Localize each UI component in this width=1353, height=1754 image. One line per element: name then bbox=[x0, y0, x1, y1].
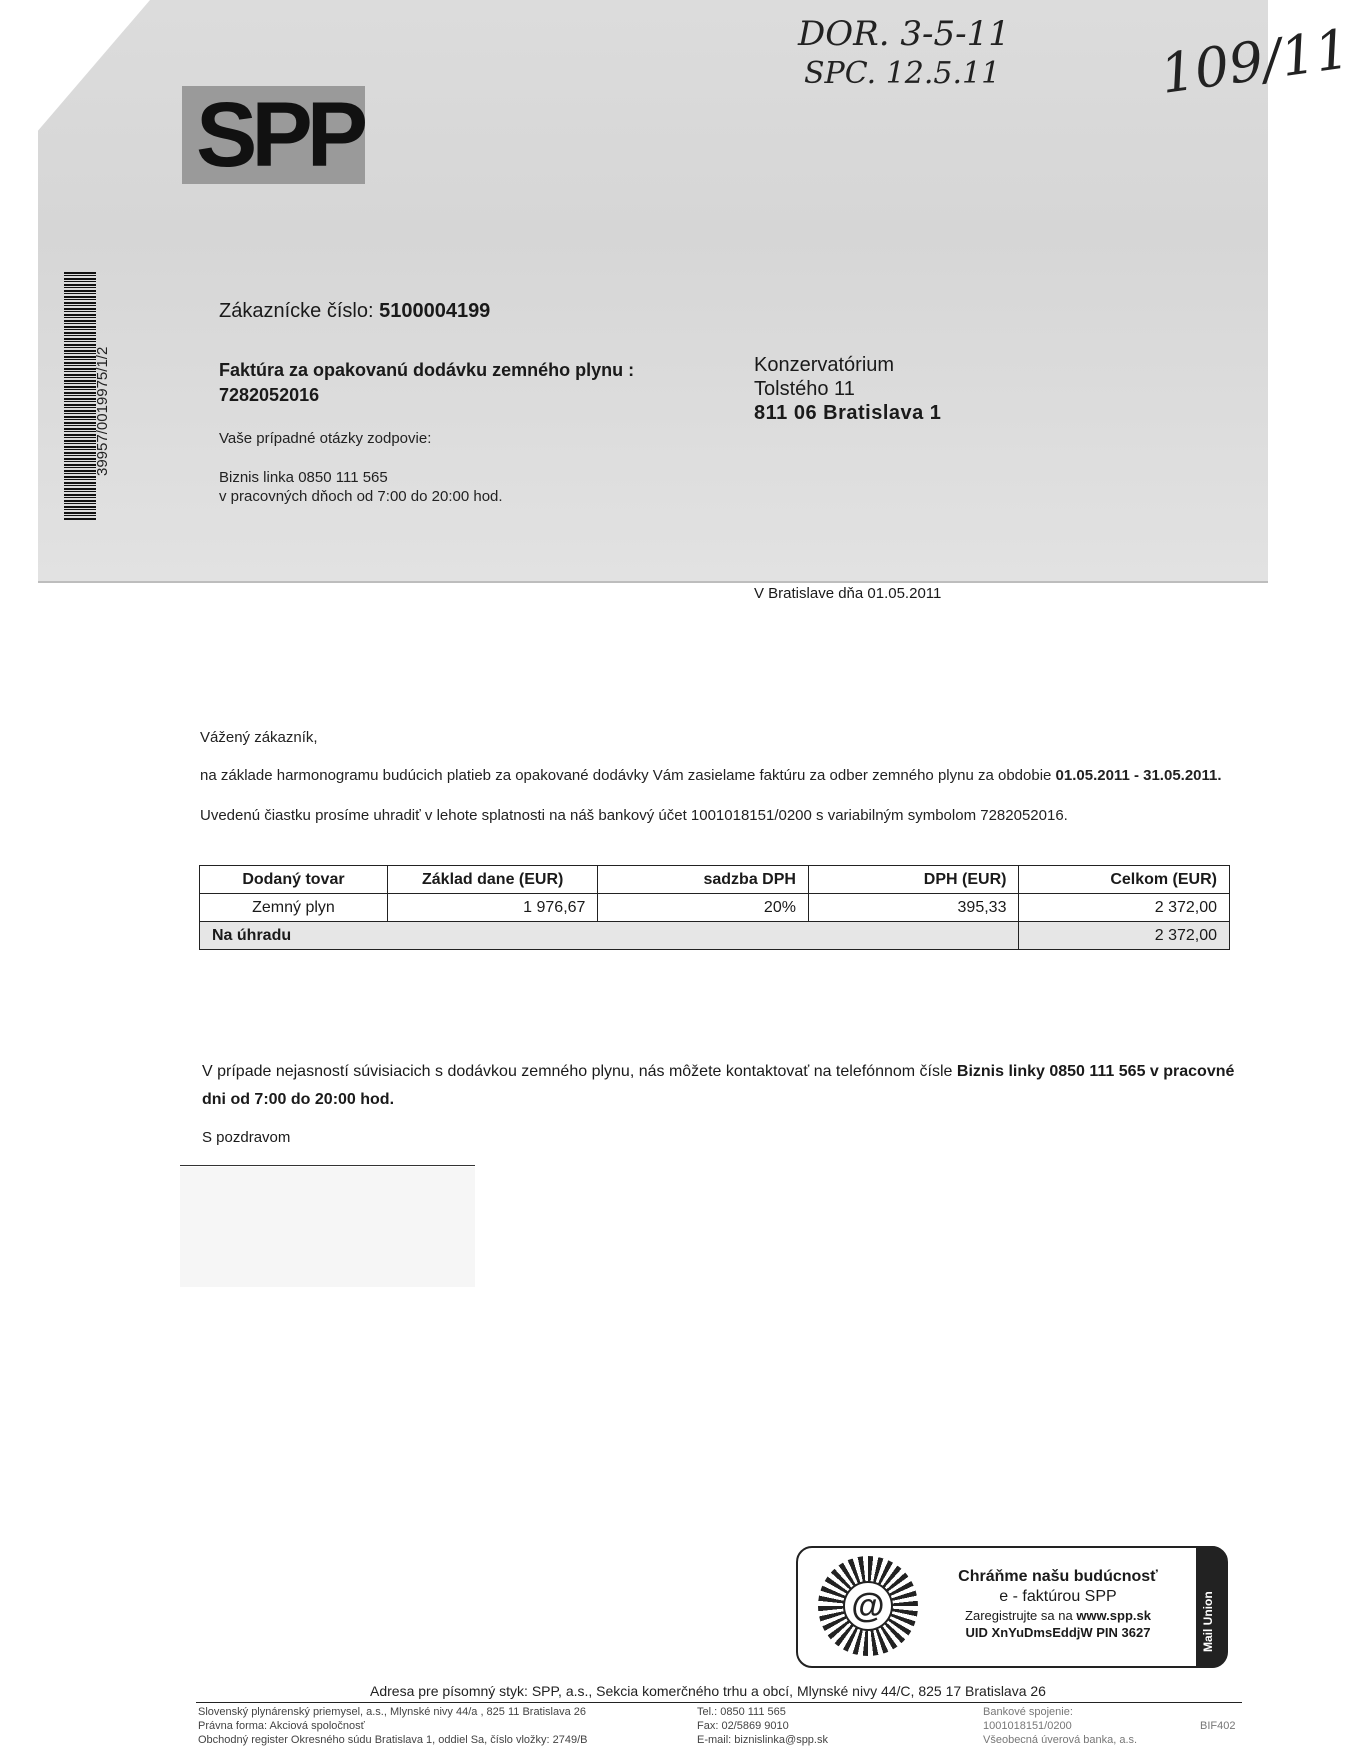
contact-paragraph bbox=[202, 1058, 1242, 1114]
invoice-table bbox=[199, 865, 1230, 950]
table-row bbox=[200, 894, 1230, 922]
invoice-title bbox=[219, 358, 679, 408]
contact-text: V prípade nejasností súvisiacich s dodávkou zemného plynu, nás môžete kontaktovať na telefónnom čísle bbox=[202, 1063, 957, 1080]
table-header-cell: Dodaný tovar bbox=[200, 866, 388, 894]
promo-register bbox=[935, 1608, 1181, 1623]
footer-email: E-mail: biznislinka@spp.sk bbox=[697, 1734, 828, 1746]
promo-uid-pin: UID XnYuDmsEddjW PIN 3627 bbox=[965, 1625, 1151, 1640]
footer-bank-name: Všeobecná úverová banka, a.s. bbox=[983, 1734, 1138, 1746]
handwritten-document-number: 109/11 bbox=[1156, 17, 1353, 106]
promo-register-link[interactable]: www.spp.sk bbox=[1076, 1608, 1151, 1623]
promo-title: Chráňme našu budúcnosť bbox=[958, 1568, 1158, 1585]
barcode-number: 39957/0019975/1/2 bbox=[94, 346, 111, 476]
footer-bank-account: 1001018151/0200 bbox=[983, 1720, 1072, 1732]
questions-label: Vaše prípadné otázky zodpovie: bbox=[219, 430, 432, 447]
table-cell: 2 372,00 bbox=[1019, 894, 1230, 922]
fold-line bbox=[38, 581, 1268, 583]
footer-legal-form: Právna forma: Akciová spoločnosť bbox=[198, 1720, 365, 1732]
table-header-cell: Základ dane (EUR) bbox=[387, 866, 598, 894]
invoice-intro-paragraph bbox=[200, 766, 1240, 786]
footer-fax: Fax: 02/5869 9010 bbox=[697, 1720, 789, 1732]
recipient-address bbox=[754, 353, 941, 425]
invoice-title-text: Faktúra za opakovanú dodávku zemného plynu : bbox=[219, 360, 635, 380]
billing-period: 01.05.2011 - 31.05.2011. bbox=[1055, 767, 1222, 784]
handwritten-received-note: DOR. 3-5-11 bbox=[798, 14, 1010, 54]
promo-register-text: Zaregistrujte sa na bbox=[965, 1608, 1077, 1623]
table-cell: 395,33 bbox=[808, 894, 1019, 922]
closing-regards: S pozdravom bbox=[202, 1129, 291, 1146]
spp-logo-text: SPP bbox=[196, 84, 363, 186]
signature-line bbox=[180, 1165, 475, 1166]
table-cell: Zemný plyn bbox=[200, 894, 388, 922]
footer-postal-address: Adresa pre písomný styk: SPP, a.s., Sekcia komerčného trhu a obcí, Mlynské nivy 44/C, 825 17 Bratislava 26 bbox=[370, 1683, 1046, 1699]
at-sign-icon: @ bbox=[843, 1581, 893, 1631]
recipient-name: Konzervatórium bbox=[754, 354, 895, 376]
table-header-cell: sadzba DPH bbox=[598, 866, 809, 894]
customer-number-value: 5100004199 bbox=[379, 300, 491, 322]
invoice-number: 7282052016 bbox=[219, 385, 320, 405]
business-line-phone: Biznis linka 0850 111 565 bbox=[219, 469, 388, 486]
business-line-hours: v pracovných dňoch od 7:00 do 20:00 hod. bbox=[219, 488, 503, 505]
handwritten-processed-note: SPC. 12.5.11 bbox=[804, 56, 1001, 91]
signature-area bbox=[180, 1167, 475, 1287]
issue-date: V Bratislave dňa 01.05.2011 bbox=[754, 585, 942, 602]
table-cell: 20% bbox=[598, 894, 809, 922]
table-cell: 1 976,67 bbox=[387, 894, 598, 922]
footer-bank-label: Bankové spojenie: bbox=[983, 1706, 1073, 1718]
contact-bold: Biznis linky 0850 111 565 v pracovné dni od 7:00 do 20:00 hod. bbox=[202, 1063, 1235, 1108]
table-header-cell: DPH (EUR) bbox=[808, 866, 1019, 894]
footer-tel: Tel.: 0850 111 565 bbox=[697, 1706, 786, 1718]
footer-register: Obchodný register Okresného súdu Bratislava 1, oddiel Sa, číslo vložky: 2749/B bbox=[198, 1734, 588, 1746]
total-value: 2 372,00 bbox=[1019, 922, 1230, 950]
total-label: Na úhradu bbox=[200, 922, 1019, 950]
promo-subtitle: e - faktúrou SPP bbox=[999, 1588, 1117, 1605]
footer-divider bbox=[196, 1702, 1242, 1703]
recipient-city: 811 06 Bratislava 1 bbox=[754, 402, 942, 424]
footer-company: Slovenský plynárenský priemysel, a.s., Mlynské nivy 44/a , 825 11 Bratislava 26 bbox=[198, 1706, 587, 1718]
greeting: Vážený zákazník, bbox=[200, 729, 318, 746]
folded-corner bbox=[0, 0, 150, 175]
table-total-row bbox=[200, 922, 1230, 950]
customer-number bbox=[219, 300, 490, 323]
mail-union-label: Mail Union bbox=[1201, 1591, 1215, 1652]
table-header-cell: Celkom (EUR) bbox=[1019, 866, 1230, 894]
table-header-row bbox=[200, 866, 1230, 894]
intro-text: na základe harmonogramu budúcich platieb za opakované dodávky Vám zasielame faktúru za odber zemného plynu za obdobie bbox=[200, 767, 1056, 784]
recipient-street: Tolstého 11 bbox=[754, 378, 855, 400]
customer-number-label: Zákaznícke číslo: bbox=[219, 300, 374, 322]
payment-instruction: Uvedenú čiastku prosíme uhradiť v lehote splatnosti na náš bankový účet 1001018151/0200 s variabilným symbolom 7282052016. bbox=[200, 807, 1068, 824]
footer-form-code: BIF402 bbox=[1200, 1720, 1236, 1732]
barcode bbox=[64, 272, 96, 520]
